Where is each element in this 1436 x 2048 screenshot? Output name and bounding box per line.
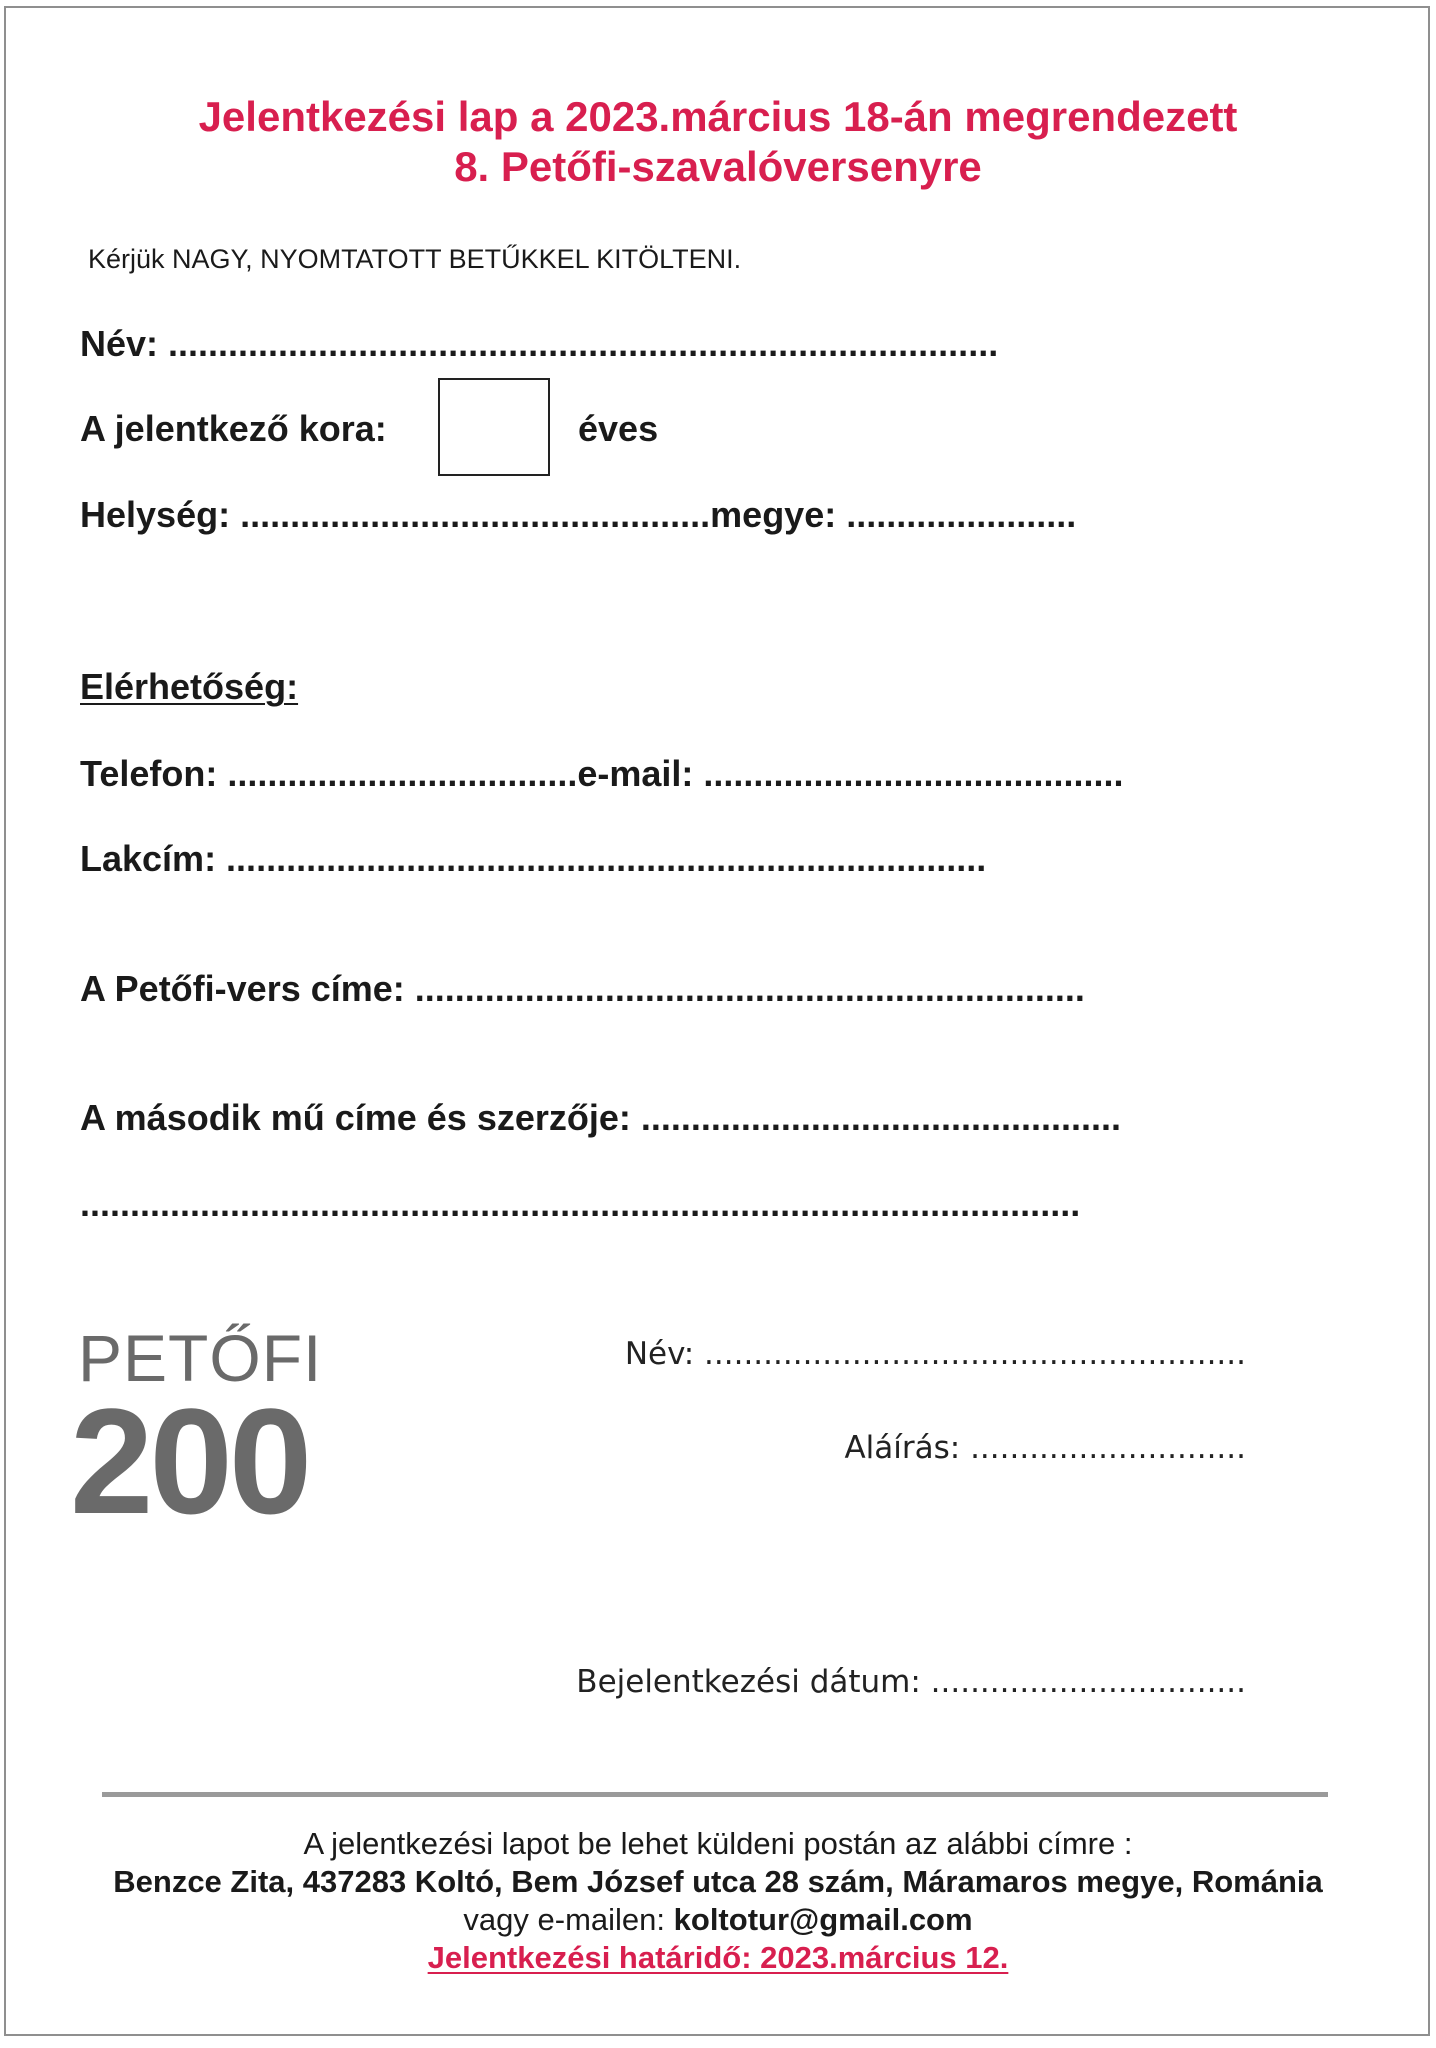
poem-title-field[interactable]: A Petőfi-vers címe: ................................................................... <box>80 968 1085 1009</box>
second-work-field[interactable]: A második mű címe és szerzője: ................................................ <box>80 1097 1121 1138</box>
address-field[interactable]: Lakcím: ............................................................................ <box>80 838 987 879</box>
footer-postal-address: Benzce Zita, 437283 Koltó, Bem József utca 28 szám, Máramaros megye, Románia <box>113 1864 1323 1899</box>
footer-deadline-row <box>0 1940 1436 1976</box>
footer-email-line <box>0 1902 1436 1938</box>
footer-email-prefix: vagy e-mailen: <box>463 1902 674 1937</box>
form-title-line1: Jelentkezési lap a 2023.március 18-án megrendezett <box>198 93 1238 140</box>
petofi-logo-text: PETŐFI <box>78 1321 323 1395</box>
age-label: A jelentkező kora: <box>80 408 387 449</box>
contact-heading: Elérhetőség: <box>80 666 299 707</box>
fill-instruction: Kérjük NAGY, NYOMTATOTT BETŰKKEL KITÖLTENI. <box>88 244 742 274</box>
age-input-box[interactable] <box>438 378 550 476</box>
footer-divider <box>102 1792 1328 1797</box>
name-field[interactable]: Név: ................................................................................... <box>80 323 999 364</box>
page-border <box>4 6 1430 2036</box>
phone-email-field[interactable]: Telefon: ...................................e-mail: .......................................... <box>80 753 1124 794</box>
footer-mail-instruction: A jelentkezési lapot be lehet küldeni postán az alábbi címre : <box>303 1826 1133 1861</box>
second-work-continuation[interactable]: .................................................................................................... <box>80 1183 1081 1224</box>
signature-field[interactable]: Aláírás: ............................ <box>844 1430 1246 1466</box>
signature-name-field[interactable]: Név: ....................................................... <box>624 1336 1246 1372</box>
petofi-logo-number: 200 <box>70 1377 309 1545</box>
form-title-line2: 8. Petőfi-szavalóversenyre <box>454 143 982 190</box>
locality-field[interactable]: Helység: ...............................................megye: ....................... <box>80 494 1077 535</box>
contact-email-link[interactable]: koltotur@gmail.com <box>673 1902 973 1937</box>
application-deadline: Jelentkezési határidő: 2023.március 12. <box>427 1940 1009 1975</box>
age-unit-label: éves <box>578 408 659 449</box>
registration-date-field[interactable]: Bejelentkezési dátum: ................................ <box>576 1664 1246 1700</box>
